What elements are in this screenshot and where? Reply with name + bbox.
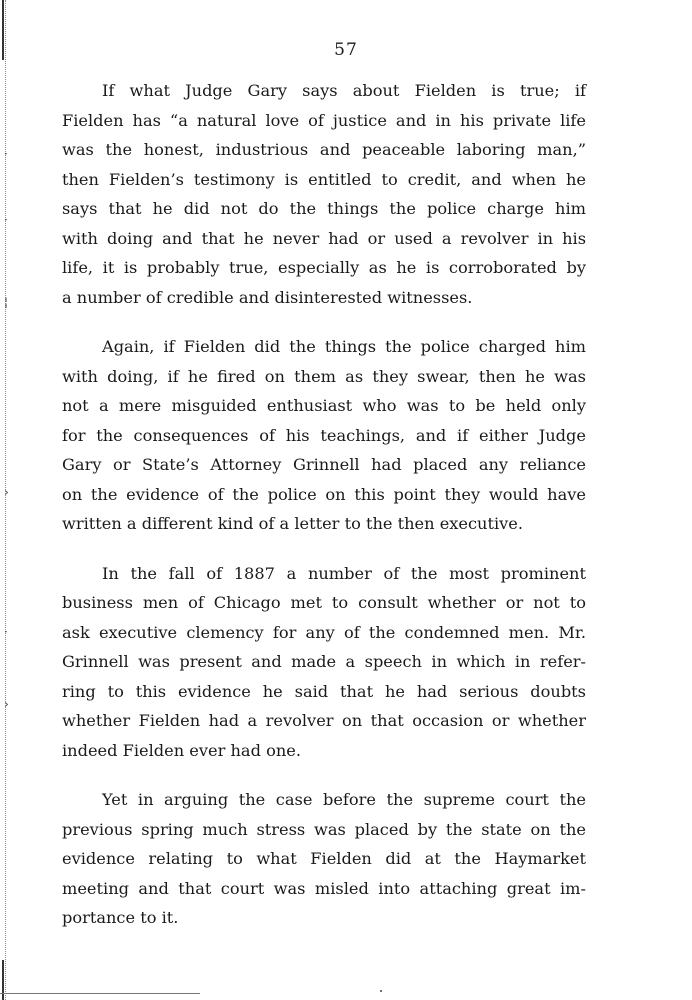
text-line: life, it is probably true, especially as he is corroborated by (62, 258, 586, 277)
binding-tick-mark: › (4, 485, 9, 499)
text-line: evidence relating to what Fielden did at the Haymarket (62, 849, 586, 868)
text-line: then Fielden’s testimony is entitled to credit, and when he (62, 169, 586, 189)
binding-tick-mark: · (4, 213, 8, 227)
text-line: In the fall of 1887 a number of the most prominent (102, 563, 586, 583)
text-line: whether Fielden had a revolver on that occasion or whether (62, 711, 586, 730)
text-line: not a mere misguided enthusiast who was to be held only (62, 396, 586, 415)
print-speck (380, 990, 382, 992)
bottom-edge-rule (0, 993, 200, 1000)
paragraph-4 (62, 785, 586, 933)
text-line: previous spring much stress was placed by the state on the (62, 819, 586, 839)
text-line: business men of Chicago met to consult whether or not to (62, 593, 586, 612)
text-line: says that he did not do the things the police charge him (62, 199, 586, 218)
text-line: meeting and that court was misled into attaching great im- (62, 878, 586, 898)
binding-tick-mark: ¦ (4, 295, 9, 309)
page-text (62, 76, 586, 953)
text-line: portance to it. (62, 908, 179, 927)
binding-tick-mark: · (4, 625, 8, 639)
text-line: Yet in arguing the case before the supreme court the (102, 790, 586, 809)
text-line: Gary or State’s Attorney Grinnell had placed any reliance (62, 455, 586, 474)
text-line: with doing and that he never had or used a revolver in his (62, 228, 586, 248)
paragraph-3 (62, 559, 586, 766)
text-line: ring to this evidence he said that he had serious doubts (62, 681, 586, 701)
binding-edge (0, 0, 16, 1000)
text-line: with doing, if he fired on them as they swear, then he was (62, 366, 586, 386)
text-line: If what Judge Gary says about Fielden is true; if (102, 81, 586, 100)
text-line: a number of credible and disinterested witnesses. (62, 287, 473, 307)
text-line: on the evidence of the police on this point they would have (62, 484, 586, 504)
text-line: Grinnell was present and made a speech in which in refer- (62, 652, 586, 671)
text-line: Fielden has “a natural love of justice and in his private life (62, 110, 586, 130)
text-line: written a different kind of a letter to the then executive. (62, 514, 524, 533)
text-line: Again, if Fielden did the things the police charged him (102, 337, 586, 356)
binding-tick-mark: · (4, 147, 8, 161)
paragraph-2 (62, 332, 586, 539)
page-number: 57 (334, 40, 358, 60)
paragraph-1 (62, 76, 586, 312)
text-line: ask executive clemency for any of the condemned men. Mr. (62, 622, 586, 642)
text-line: was the honest, industrious and peaceable laboring man,” (62, 140, 586, 159)
text-line: indeed Fielden ever had one. (62, 740, 301, 760)
text-line: for the consequences of his teachings, and if either Judge (62, 425, 586, 445)
binding-tick-mark: › (4, 697, 9, 711)
